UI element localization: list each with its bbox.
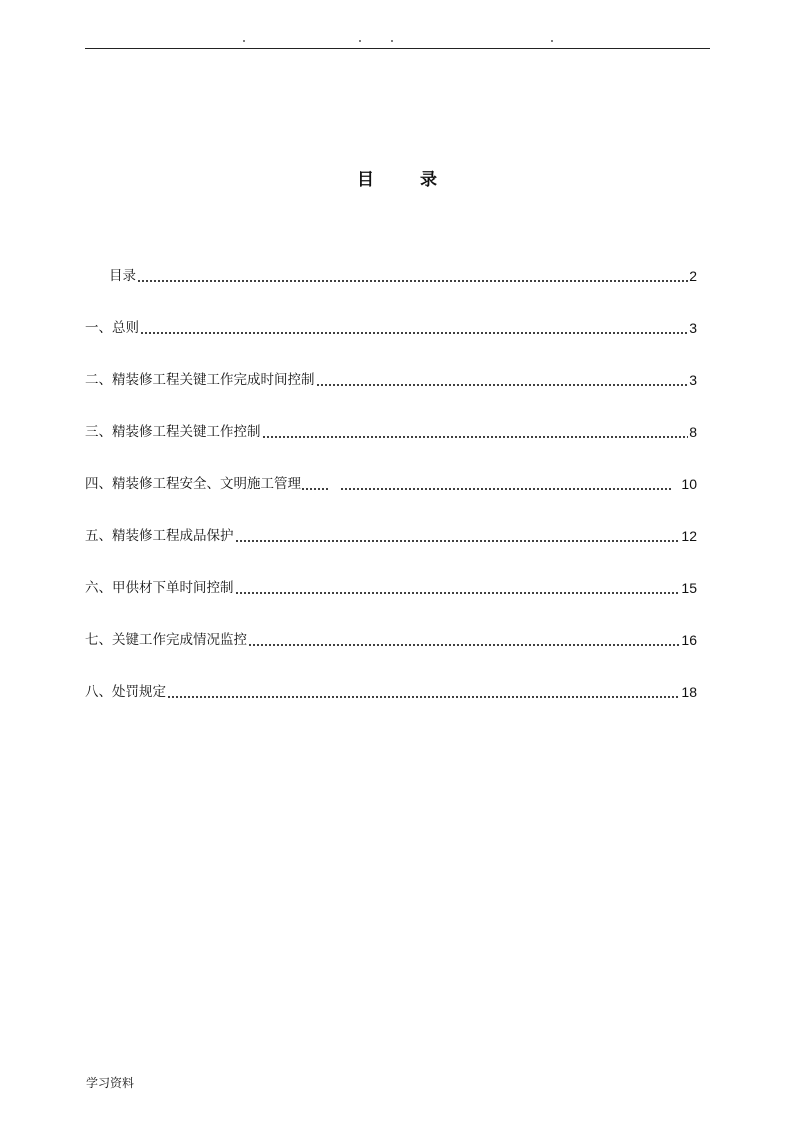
toc-entry-key-work-time-control[interactable]: [85, 368, 697, 420]
toc-entry-safety-management[interactable]: [85, 472, 697, 524]
toc-leader: [235, 524, 681, 548]
toc-entry-page: 3: [689, 372, 697, 388]
toc-entry-completion-monitoring[interactable]: [85, 628, 697, 680]
toc-leader: [340, 472, 672, 496]
toc-entry-label: 六、甲供材下单时间控制: [85, 580, 234, 596]
page-title-char-1: 目: [357, 170, 374, 190]
toc-entry-label: 八、处罚规定: [85, 684, 166, 700]
toc-entry-general[interactable]: [85, 316, 697, 368]
toc-entry-label: 四、精装修工程安全、文明施工管理: [85, 476, 301, 492]
toc-entry-product-protection[interactable]: [85, 524, 697, 576]
page-title-char-2: 录: [420, 170, 437, 190]
toc-entry-label: 五、精装修工程成品保护: [85, 528, 234, 544]
toc-entry-key-work-control[interactable]: [85, 420, 697, 472]
toc-entry-material-order-time[interactable]: [85, 576, 697, 628]
toc-entry-label: 三、精装修工程关键工作控制: [85, 424, 261, 440]
header-dots: [85, 40, 710, 48]
toc-entry-page: 8: [689, 424, 697, 440]
toc-entry-page: 10: [681, 476, 697, 492]
toc-entry-page: 18: [681, 684, 697, 700]
toc-leader: [262, 420, 689, 444]
toc-entry-page: 12: [681, 528, 697, 544]
toc-leader-short: [301, 472, 329, 496]
toc-entry-page: 16: [681, 632, 697, 648]
toc-list: [85, 264, 697, 732]
footer-text: 学习资料: [86, 1076, 135, 1090]
toc-leader: [167, 680, 680, 704]
toc-leader: [316, 368, 689, 392]
toc-entry-label: 目录: [109, 268, 136, 284]
page-title: [0, 165, 794, 190]
toc-entry-contents[interactable]: [85, 264, 697, 316]
toc-entry-penalty-rules[interactable]: [85, 680, 697, 732]
toc-entry-page: 15: [681, 580, 697, 596]
toc-leader: [137, 264, 688, 288]
toc-leader: [235, 576, 681, 600]
header-rule: [85, 48, 710, 49]
toc-entry-label: 二、精装修工程关键工作完成时间控制: [85, 372, 315, 388]
toc-leader: [248, 628, 680, 652]
toc-entry-label: 一、总则: [85, 320, 139, 336]
toc-entry-label: 七、关键工作完成情况监控: [85, 632, 247, 648]
toc-entry-page: 2: [689, 268, 697, 284]
toc-leader: [140, 316, 688, 340]
toc-entry-page: 3: [689, 320, 697, 336]
